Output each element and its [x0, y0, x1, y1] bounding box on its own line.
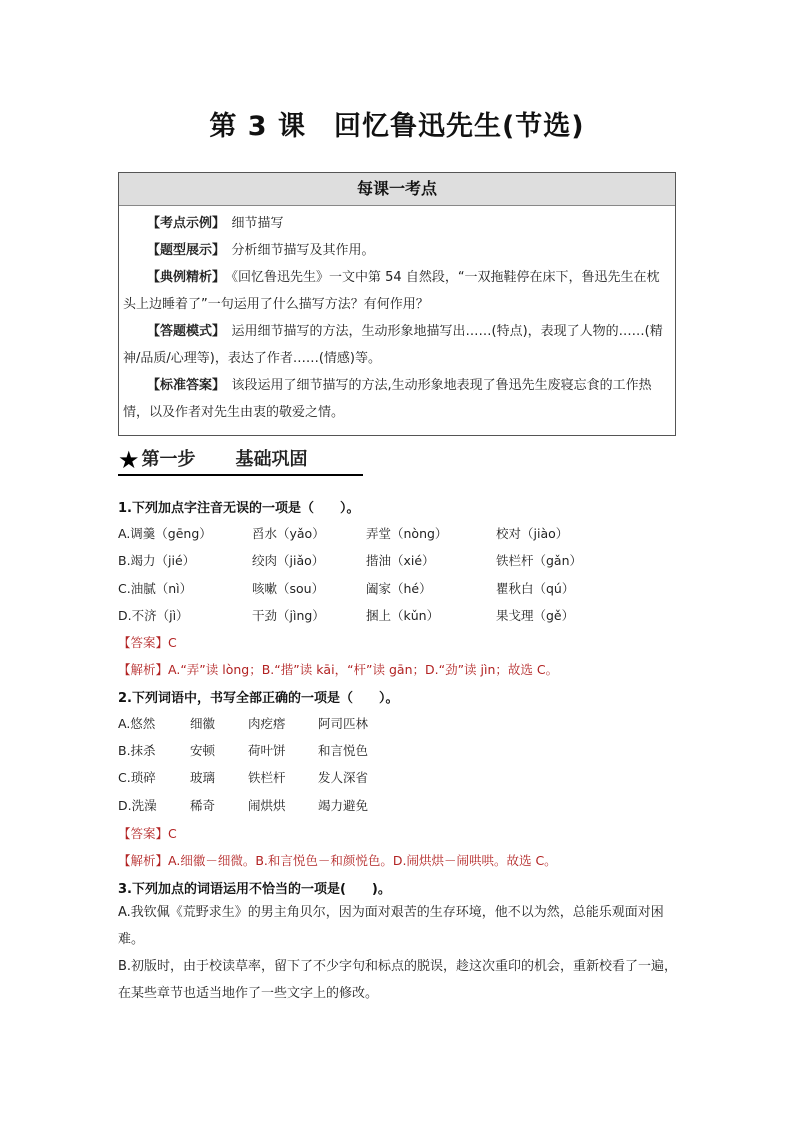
option-cell: 捆上（kǔn）	[366, 608, 440, 623]
option-cell: 果戈理（gě）	[496, 608, 575, 623]
answer-value: C	[168, 635, 177, 650]
option-cell: 揩油（xié）	[366, 553, 435, 568]
row-label: 【题型展示】	[147, 243, 219, 258]
section-underline	[118, 474, 363, 476]
option-cell: 阖家（hé）	[366, 581, 432, 596]
row-text: 分析细节描写及其作用。	[218, 243, 375, 258]
q2-option-row	[118, 714, 368, 732]
option-cell: 闹烘烘	[248, 798, 286, 813]
row-label: 【考点示例】	[147, 216, 219, 231]
analysis-tag: 【解析】	[118, 662, 169, 677]
key-point-body	[119, 206, 675, 426]
key-point-row	[123, 318, 671, 372]
option-cell: 绞肉（jiǎo）	[252, 553, 325, 568]
key-point-heading: 每课一考点	[119, 173, 675, 206]
option-cell: 铁栏杆	[248, 770, 286, 785]
option-cell: 舀水（yǎo）	[252, 526, 325, 541]
row-text: 《回忆鲁迅先生》一文中第 54 自然段，“一双拖鞋停在床下，鲁迅先生在枕头上边睡着了”一句运用了什么描写方法？有何作用？	[123, 270, 660, 312]
option-cell: 和言悦色	[318, 743, 369, 758]
row-text: 该段运用了细节描写的方法,生动形象地表现了鲁迅先生废寝忘食的工作热情，以及作者对先生由衷的敬爱之情。	[123, 378, 652, 420]
row-text: 运用细节描写的方法，生动形象地描写出……(特点)，表现了人物的……(精神/品质/心理等)，表达了作者……(情感)等。	[123, 324, 663, 366]
row-label: 【典例精析】	[147, 270, 219, 285]
option-cell: 发人深省	[318, 770, 369, 785]
option-cell: C.油腻（nì）	[118, 581, 193, 596]
key-point-row	[123, 210, 671, 237]
question-3: 3.下列加点的词语运用不恰当的一项是( )。	[118, 882, 391, 897]
option-cell: 细徽	[190, 716, 216, 731]
row-label: 【标准答案】	[147, 378, 219, 393]
q2-option-row	[118, 768, 368, 786]
option-cell: A.调羹（gēng）	[118, 526, 212, 541]
option-cell: 咳嗽（sou）	[252, 581, 325, 596]
key-point-row	[123, 264, 671, 318]
question-1: 1.下列加点字注音无误的一项是（ ）。	[118, 501, 360, 516]
option-cell: 瞿秋白（qú）	[496, 581, 575, 596]
question-2: 2.下列词语中，书写全部正确的一项是（ ）。	[118, 691, 399, 706]
q2-analysis	[118, 851, 557, 869]
q2-answer	[118, 824, 177, 842]
q2-option-row	[118, 741, 368, 759]
q1-option-row	[118, 551, 582, 569]
key-point-row	[123, 237, 671, 264]
key-point-box	[118, 172, 676, 436]
option-cell: 荷叶饼	[248, 743, 286, 758]
key-point-row	[123, 372, 671, 426]
q1-option-row	[118, 606, 574, 624]
option-cell: 铁栏杆（gǎn）	[496, 553, 583, 568]
section-step: 第一步	[141, 449, 196, 470]
q1-option-row	[118, 524, 568, 542]
q3-option-b: B.初版时，由于校读草率，留下了不少字句和标点的脱误，趁这次重印的机会，重新校看了一遍，在某些章节也适当地作了一些文字上的修改。	[118, 959, 678, 1001]
section-name: 基础巩固	[235, 449, 308, 470]
row-label: 【答题模式】	[147, 324, 219, 339]
q3-option-a: A.我钦佩《荒野求生》的男主角贝尔，因为面对艰苦的生存环境，他不以为然，总能乐观面对困难。	[118, 905, 664, 947]
star-icon: ★	[118, 446, 140, 474]
option-cell: 干劲（jìng）	[252, 608, 325, 623]
analysis-text: A.“弄”读 lòng；B.“揩”读 kāi，“杆”读 gān；D.“劲”读 jìn；故选 C。	[168, 662, 559, 677]
q1-analysis	[118, 660, 558, 678]
option-cell: 竭力避免	[318, 798, 369, 813]
analysis-tag: 【解析】	[118, 853, 169, 868]
row-text: 细节描写	[218, 216, 284, 231]
option-cell: D.不济（jì）	[118, 608, 189, 623]
answer-value: C	[168, 826, 177, 841]
q1-answer	[118, 633, 177, 651]
option-cell: 安顿	[190, 743, 216, 758]
option-cell: B.竭力（jié）	[118, 553, 196, 568]
q1-option-row	[118, 579, 574, 597]
answer-tag: 【答案】	[118, 635, 169, 650]
option-cell: 弄堂（nòng）	[366, 526, 448, 541]
option-cell: B.抹杀	[118, 743, 156, 758]
section-heading	[118, 446, 368, 474]
option-cell: A.悠然	[118, 716, 156, 731]
option-cell: C.琐碎	[118, 770, 156, 785]
option-cell: 稀奇	[190, 798, 216, 813]
answer-tag: 【答案】	[118, 826, 169, 841]
page-title: 第 3 课 回忆鲁迅先生(节选)	[209, 111, 585, 142]
option-cell: 阿司匹林	[318, 716, 369, 731]
option-cell: 肉疙瘩	[248, 716, 286, 731]
analysis-text: A.细徽－细微。B.和言悦色－和颜悦色。D.闹烘烘－闹哄哄。故选 C。	[168, 853, 557, 868]
option-cell: D.洗澡	[118, 798, 157, 813]
option-cell: 玻璃	[190, 770, 216, 785]
option-cell: 校对（jiào）	[496, 526, 569, 541]
q2-option-row	[118, 796, 368, 814]
